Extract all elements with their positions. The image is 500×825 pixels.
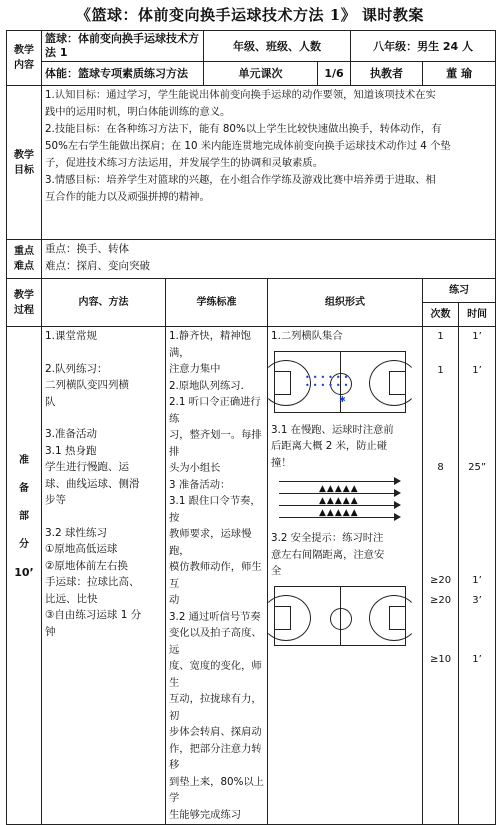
teacher-value: 董 瑜 [423,62,496,86]
organization-header: 组织形式 [268,279,423,327]
prep-standard-cell: 1.静齐快，精神饱满， 注意力集中 2.原地队列练习． 2.1 听口令正确进行练 习，整齐划一。每排排 头为小组长 3 准备活动： 3.1 跟住口令节奏，按 教师要求，运球慢跑， 模仿教师动作，师生互 动 3.2 通过听信号节奏 变化以及拍子高度、远 度、宽度的变化，师生 互动，拉拢球有力，初 步体会转肩、探肩动 作，把部分注意力转移 到垫上来，80%以上学 生能够完成练习 [166,327,268,825]
difficulty-point: 难点：探肩、变向突破 [45,260,150,272]
keys-cell [42,240,496,279]
prep-times-cell: 1’ 1’ 25” 1’ 3’ 1’ [459,327,496,825]
practice-header: 练习 [423,279,496,303]
prep-counts-cell: 1 1 8 ≥20 ≥20 ≥10 [423,327,459,825]
goals-cell [42,86,496,240]
grade-value: 八年级：男生 24 人 [351,31,496,62]
process-label-cell: 教学 过程 [7,279,42,327]
grade-label: 年级、班级、人数 [204,31,351,62]
goal-emotion-2: 互合作的能力以及顽强拼搏的精神。 [45,191,210,203]
unit-value: 1/6 [318,62,351,86]
cone-row-1: ▲▲▲▲▲ [319,484,359,494]
prep-s1: 1.课堂常规 [45,330,98,342]
teacher-mark: ✱ [339,394,349,404]
content-label-cell: 教学 内容 [7,31,42,86]
prep-section-label: 准 备 部 分 10’ [7,327,42,825]
student-row-1: •••••• [305,372,352,382]
cone-row-3: ▲▲▲▲▲ [319,508,359,518]
goal-skill-1: 2.技能目标：在各种练习方法下，能有 80%以上学生比较快速做出换手，转体动作，有 [45,123,442,135]
goals-label-cell: 教学 目标 [7,86,42,240]
court-diagram-2 [274,586,406,646]
prep-organization-cell: 1.二列横队集合 •••••• •••••• ✱ 3.1 在慢跑、运球时注意前 后距离大概 2 米，防止碰 撞！ ▲▲▲▲▲ ▲▲▲▲▲ ▲▲▲▲▲ 3.2 安全提示：练习时注 意左右间隔距离，注意安 全 [268,327,423,825]
student-row-2: •••••• [305,380,352,390]
drill-lanes-diagram [275,477,403,521]
content-method-header: 内容、方法 [42,279,166,327]
keys-label-cell: 重点 难点 [7,240,42,279]
org-formation: 1.二列横队集合 [271,330,343,342]
count-header: 次数 [423,303,459,327]
content-text-cell [42,31,204,62]
content-text-2: 体能：篮球专项素质练习方法 [42,62,204,86]
goal-skill-3: 子，促进技术练习方法运用，并发展学生的协调和灵敏素质。 [45,157,324,169]
teacher-label: 执教者 [351,62,423,86]
prep-content-cell: 1.课堂常规 2.队列练习： 二列横队变四列横 队 3.准备活动 3.1 热身跑 学生进行慢跑、运 球、曲线运球、侧滑 步等 3.2 球性练习 ①原地高低运球 ②原地体前左右换 手运球：拉球比高、 比远、比快 ③自由练习运球 1 分 钟 [42,327,166,825]
cone-row-2: ▲▲▲▲▲ [319,496,359,506]
document-title: 《篮球：体前变向换手运球技术方法 1》 课时教案 [76,6,424,24]
standard-header: 学练标准 [166,279,268,327]
lesson-plan-table [6,30,496,825]
key-point: 重点：换手、转体 [45,243,129,255]
goal-cognitive-1: 1.认知目标：通过学习，学生能说出体前变向换手运球的动作要领，知道该项技术在实 [45,89,436,101]
goal-cognitive-2: 践中的运用时机，明白体能训练的意义。 [45,106,231,118]
court-diagram-1 [274,351,406,413]
time-header: 时间 [459,303,496,327]
unit-label: 单元课次 [204,62,318,86]
goal-skill-2: 50%左右学生能做出探肩；在 10 米内能连贯地完成体前变向换手运球技术动作过 4 个垫 [45,140,451,152]
content-text-1: 篮球：体前变向换手运球技术方法 1 [45,32,199,59]
goal-emotion-1: 3.情感目标：培养学生对篮球的兴趣，在小组合作学练及游戏比赛中培养勇于进取、相 [45,174,436,186]
